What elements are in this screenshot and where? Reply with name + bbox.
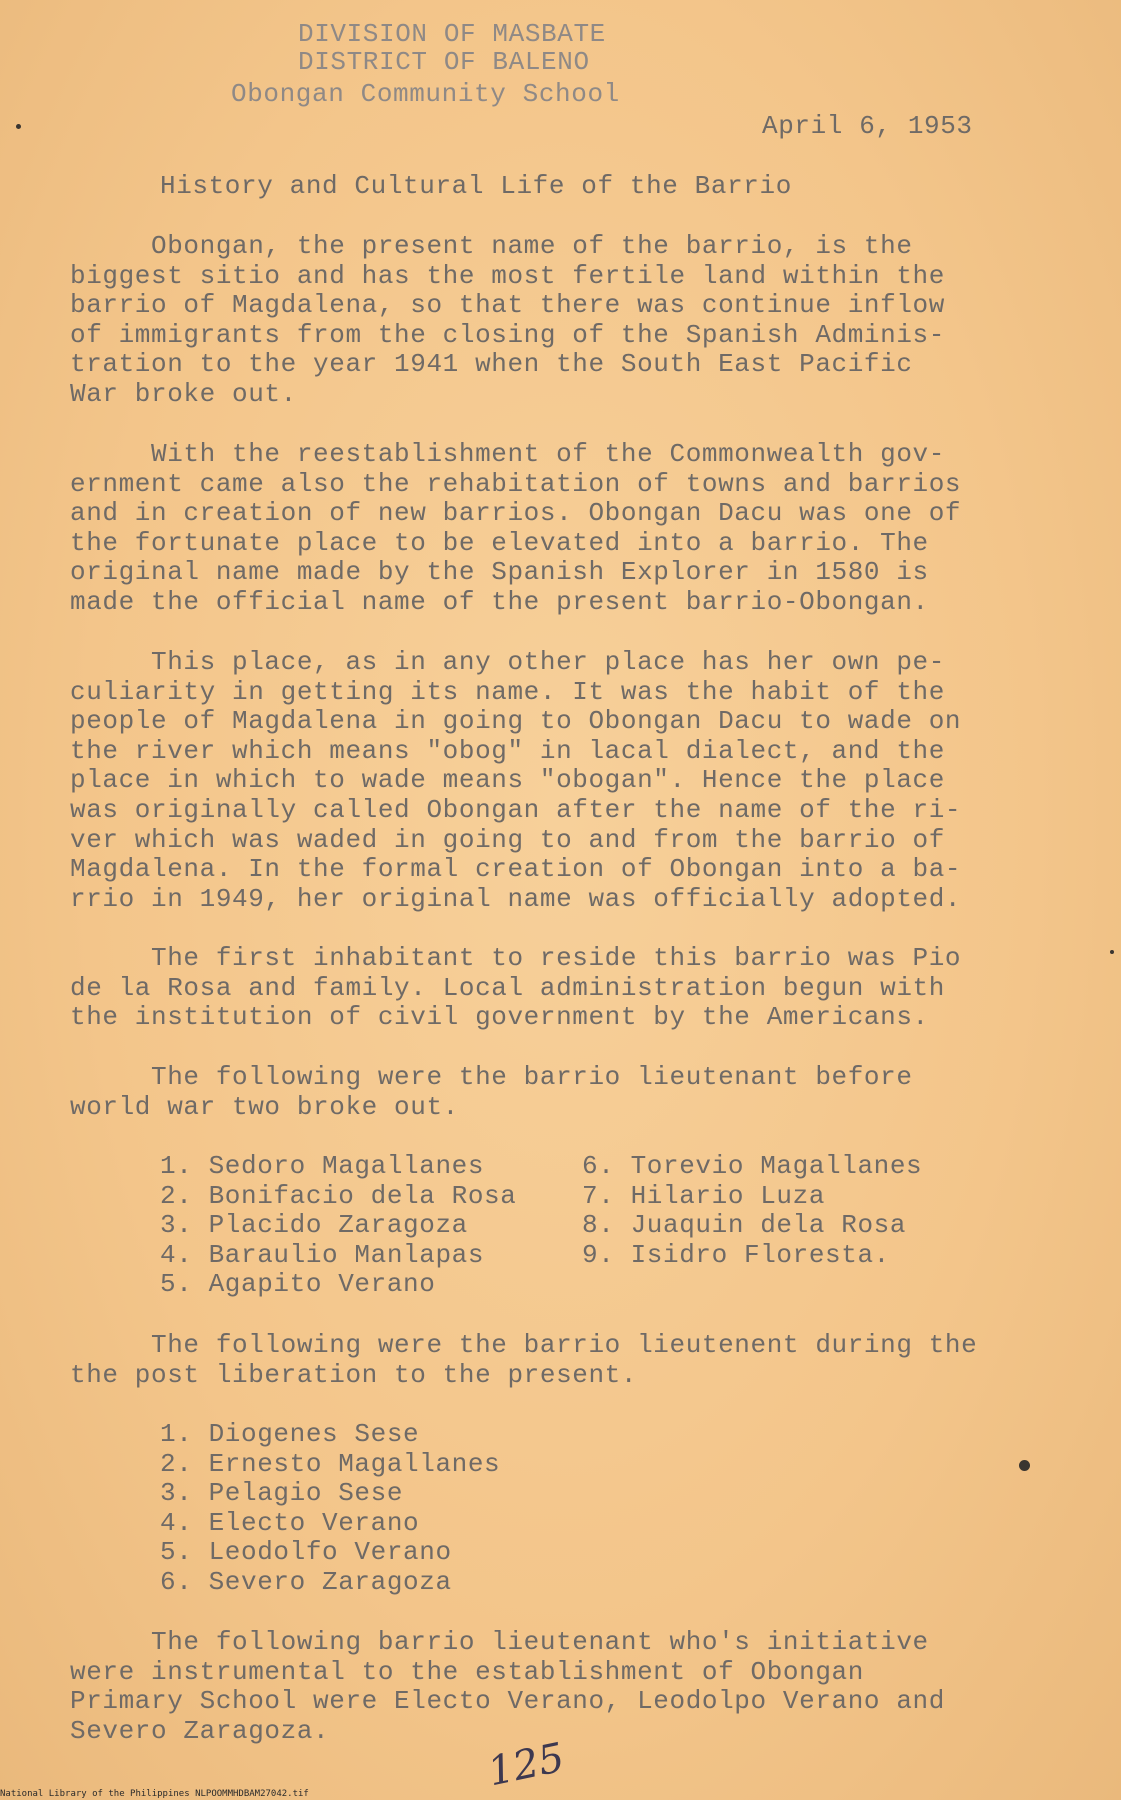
text-line: War broke out.: [70, 378, 297, 409]
list-item: 6. Severo Zaragoza: [160, 1566, 452, 1597]
list-item: 1. Diogenes Sese: [160, 1419, 420, 1449]
list-item: 9. Isidro Floresta.: [582, 1239, 890, 1270]
text-line: barrio of Magdalena, so that there was continue inflow: [70, 290, 945, 321]
list-item: 2. Ernesto Magallanes: [160, 1448, 501, 1479]
text-line: of immigrants from the closing of the Spanish Adminis-: [70, 319, 945, 350]
text-line: Severo Zaragoza.: [70, 1715, 330, 1746]
text-line: original name made by the Spanish Explorer in 1580 is: [70, 557, 929, 588]
text-line: Obongan, the present name of the barrio, is the: [70, 231, 913, 261]
text-line: people of Magdalena in going to Obongan Dacu to wade on: [70, 706, 962, 737]
list-item: 3. Pelagio Sese: [160, 1478, 404, 1509]
header-school: Obongan Community School: [231, 79, 620, 109]
list-item: 5. Leodolfo Verano: [160, 1537, 452, 1568]
list-item: 6. Torevio Magallanes: [582, 1151, 923, 1181]
text-line: de la Rosa and family. Local administration begun with: [70, 972, 945, 1003]
list-item: 2. Bonifacio dela Rosa: [160, 1180, 517, 1211]
document-title: History and Cultural Life of the Barrio: [160, 171, 792, 201]
text-line: rrio in 1949, her original name was officially adopted.: [70, 883, 962, 914]
text-line: The following were the barrio lieutenant before: [70, 1062, 913, 1092]
header-division: DIVISION OF MASBATE: [298, 19, 606, 49]
text-line: With the reestablishment of the Commonwealth gov-: [70, 439, 945, 469]
text-line: The following barrio lieutenant who's initiative: [70, 1627, 929, 1657]
closing-paragraph: [70, 1628, 945, 1746]
text-line: place in which to wade means "obogan". Hence the place: [70, 765, 945, 796]
text-line: the river which means "obog" in lacal dialect, and the: [70, 735, 945, 766]
list-item: 3. Placido Zaragoza: [160, 1210, 468, 1241]
paragraph-1: [70, 232, 945, 410]
text-line: ver which was waded in going to and from the barrio of: [70, 824, 945, 855]
ink-speck: [1019, 1460, 1030, 1471]
postwar-intro: [70, 1331, 977, 1390]
document-date: April 6, 1953: [762, 111, 973, 141]
ink-speck: [1110, 950, 1114, 954]
list-item: 7. Hilario Luza: [582, 1180, 826, 1211]
text-line: culiarity in getting its name. It was the habit of the: [70, 676, 945, 707]
page-number: 125: [484, 1734, 569, 1796]
prewar-list-right: [582, 1152, 922, 1270]
list-item: 4. Electo Verano: [160, 1507, 420, 1538]
text-line: world war two broke out.: [70, 1091, 459, 1122]
text-line: biggest sitio and has the most fertile land within the: [70, 260, 945, 291]
text-line: Primary School were Electo Verano, Leodolpo Verano and: [70, 1686, 945, 1717]
text-line: the post liberation to the present.: [70, 1359, 638, 1390]
paragraph-2: [70, 440, 961, 618]
text-line: were instrumental to the establishment of Obongan: [70, 1656, 864, 1687]
paragraph-3: [70, 648, 961, 914]
ink-speck: [16, 124, 21, 129]
text-line: Magdalena. In the formal creation of Obongan into a ba-: [70, 854, 962, 885]
text-line: ernment came also the rehabitation of towns and barrios: [70, 468, 962, 499]
text-line: This place, as in any other place has her own pe-: [70, 647, 945, 677]
text-line: was originally called Obongan after the name of the ri-: [70, 794, 962, 825]
paragraph-5: [70, 1063, 913, 1122]
text-line: and in creation of new barrios. Obongan Dacu was one of: [70, 498, 962, 529]
text-line: the institution of civil government by the Americans.: [70, 1002, 929, 1033]
header-district: DISTRICT OF BALENO: [298, 47, 590, 77]
paragraph-4: [70, 944, 961, 1033]
text-line: The first inhabitant to reside this barrio was Pio: [70, 943, 962, 973]
list-item: 4. Baraulio Manlapas: [160, 1239, 485, 1270]
text-line: tration to the year 1941 when the South East Pacific: [70, 349, 913, 380]
list-item: 5. Agapito Verano: [160, 1269, 436, 1300]
postwar-list: [160, 1420, 500, 1598]
text-line: the fortunate place to be elevated into a barrio. The: [70, 527, 929, 558]
text-line: made the official name of the present barrio-Obongan.: [70, 586, 929, 617]
text-line: The following were the barrio lieutenent during the: [70, 1330, 978, 1360]
list-item: 1. Sedoro Magallanes: [160, 1151, 485, 1181]
scan-footer: National Library of the Philippines NLPOOMMHDBAM27042.tif: [0, 1789, 309, 1799]
list-item: 8. Juaquin dela Rosa: [582, 1210, 907, 1241]
prewar-list-left: [160, 1152, 516, 1300]
